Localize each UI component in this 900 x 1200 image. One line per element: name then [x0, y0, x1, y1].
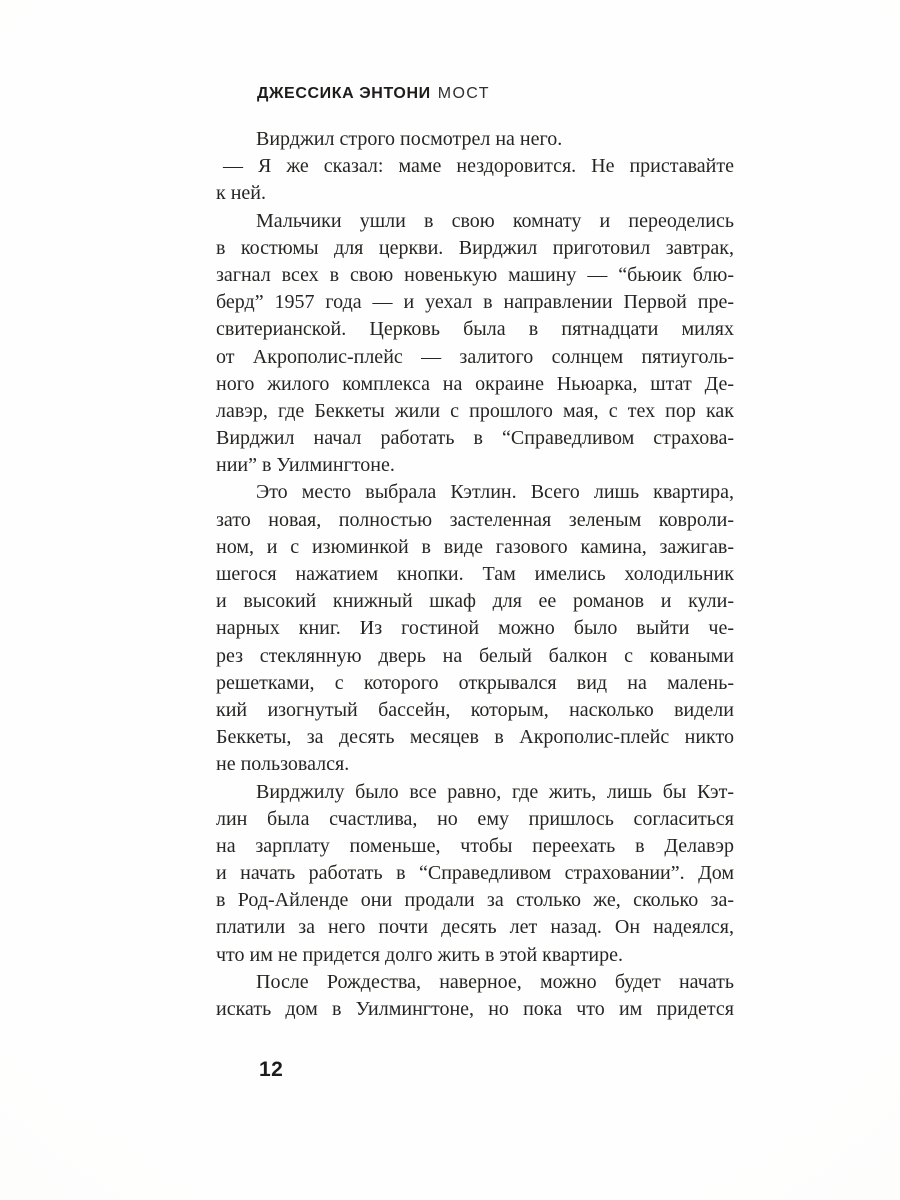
- text-line: загнал всех в свою новенькую машину — “бьюик блю-: [216, 263, 734, 286]
- text-line: на зарплату поменьше, чтобы переехать в Делавэр: [216, 834, 734, 857]
- text-line: нии” в Уилмингтоне.: [216, 454, 395, 477]
- text-line: берд” 1957 года — и уехал в направлении Первой пре-: [216, 291, 734, 314]
- text-line: кий изогнутый бассейн, которым, насколько видели: [216, 698, 734, 721]
- text-line: в костюмы для церкви. Вирджил приготовил завтрак,: [216, 236, 734, 259]
- text-line: — Я же сказал: маме нездоровится. Не приставайте: [223, 155, 734, 178]
- text-line: нарных книг. Из гостиной можно было выйти че-: [216, 617, 734, 640]
- text-line: что им не придется долго жить в этой квартире.: [216, 943, 624, 966]
- text-line: После Рождества, наверное, можно будет начать: [256, 970, 734, 993]
- text-line: Это место выбрала Кэтлин. Всего лишь квартира,: [256, 481, 734, 504]
- text-line: свитерианской. Церковь была в пятнадцати милях: [216, 318, 734, 341]
- body-text: [216, 126, 734, 1023]
- page-number: 12: [259, 1058, 284, 1081]
- text-line: не пользовался.: [216, 753, 350, 776]
- text-line: и начать работать в “Справедливом страховании”. Дом: [216, 862, 734, 885]
- text-line: Мальчики ушли в свою комнату и переоделись: [256, 209, 734, 232]
- text-line: и высокий книжный шкаф для ее романов и кули-: [216, 590, 734, 613]
- text-line: лин была счастлива, но ему пришлось согласиться: [216, 807, 734, 830]
- text-line: Вирджил начал работать в “Справедливом страхова-: [216, 427, 734, 450]
- text-line: к ней.: [216, 182, 266, 205]
- header-book-title: МОСТ: [437, 85, 490, 102]
- text-line: ном, и с изюминкой в виде газового камина, зажигав-: [216, 535, 734, 558]
- text-line: зато новая, полностью застеленная зеленым ковроли-: [216, 508, 734, 531]
- text-line: Вирджилу было все равно, где жить, лишь бы Кэт-: [256, 780, 734, 803]
- running-header: [257, 86, 490, 102]
- header-author: ДЖЕССИКА ЭНТОНИ: [257, 85, 431, 102]
- text-line: от Акрополис-плейс — залитого солнцем пятиуголь-: [216, 345, 734, 368]
- text-line: Беккеты, за десять месяцев в Акрополис-плейс никто: [216, 726, 734, 749]
- text-line: решетками, с которого открывался вид на малень-: [216, 671, 734, 694]
- text-line: шегося нажатием кнопки. Там имелись холодильник: [216, 563, 734, 585]
- text-line: Вирджил строго посмотрел на него.: [256, 128, 563, 150]
- text-line: платили за него почти десять лет назад. Он надеялся,: [216, 916, 734, 939]
- text-line: лавэр, где Беккеты жили с прошлого мая, с тех пор как: [216, 399, 734, 422]
- text-line: ного жилого комплекса на окраине Ньюарка, штат Де-: [216, 372, 734, 395]
- text-line: рез стеклянную дверь на белый балкон с коваными: [216, 644, 734, 667]
- text-line: искать дом в Уилмингтоне, но пока что им придется: [216, 998, 734, 1020]
- text-line: в Род-Айленде они продали за столько же, сколько за-: [216, 889, 734, 912]
